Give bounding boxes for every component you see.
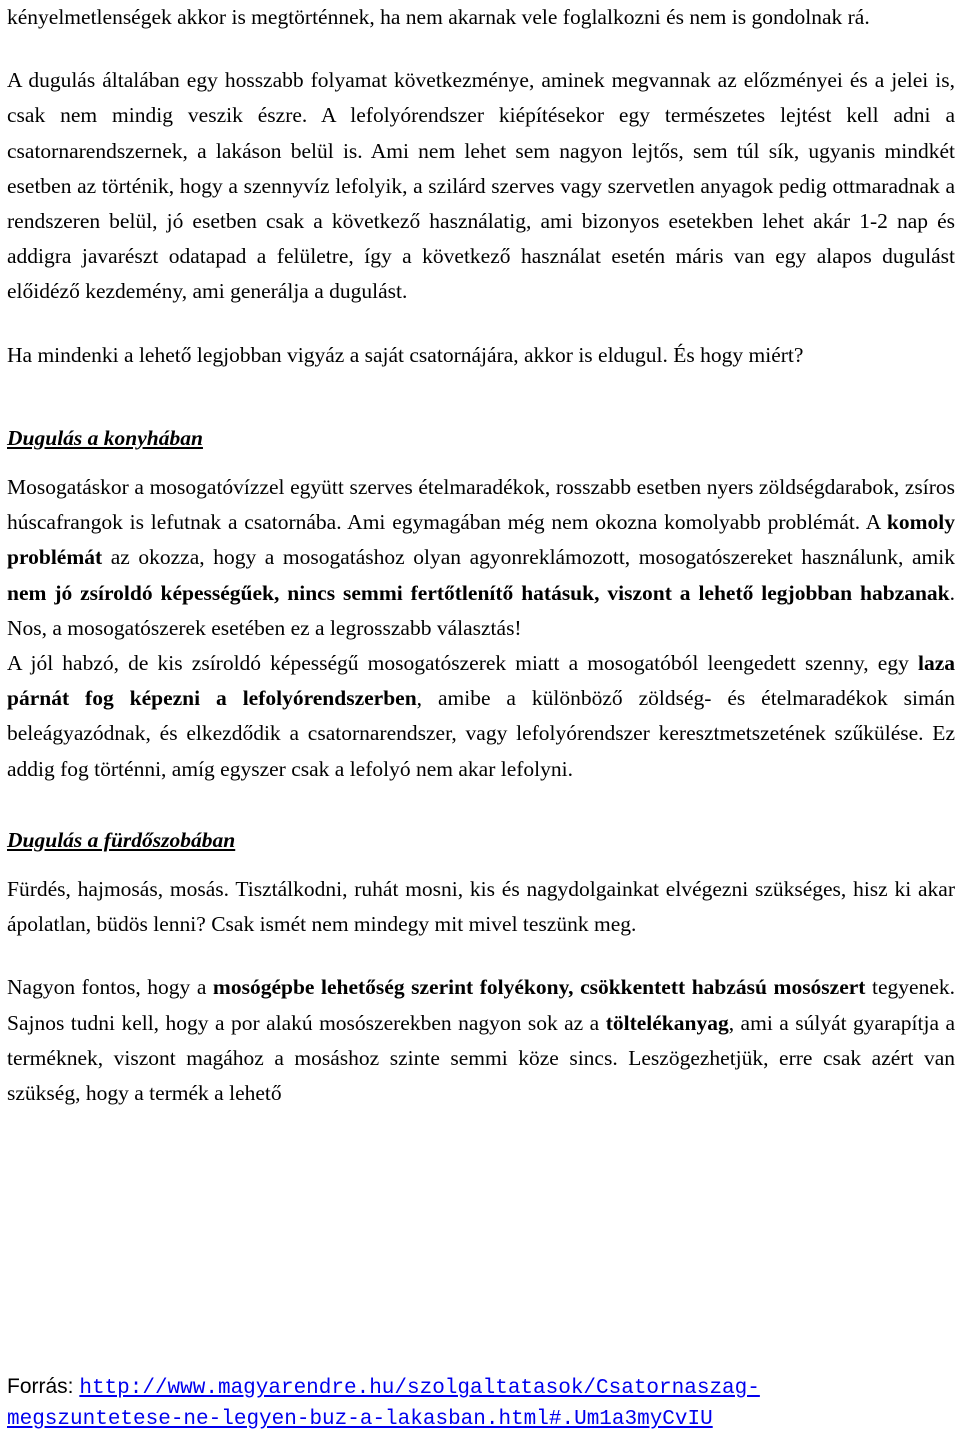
bold-run: laza párnát fog képezni a lefolyórendszerben bbox=[7, 651, 955, 711]
intro-paragraph-1: kényelmetlenségek akkor is megtörténnek, ha nem akarnak vele foglalkozni és nem is gondolnak rá. bbox=[7, 5, 870, 29]
bathroom-paragraph-1: Fürdés, hajmosás, mosás. Tisztálkodni, ruhát mosni, kis és nagydolgainkat elvégezni szükséges, hisz ki akar ápolatlan, büdös lenni? Csak ismét nem mindegy mit mivel teszünk meg. bbox=[7, 877, 955, 937]
intro-paragraph-3: Ha mindenki a lehető legjobban vigyáz a saját csatornájára, akkor is eldugul. És hogy miért? bbox=[7, 342, 804, 367]
bold-run: komoly problémát bbox=[7, 510, 955, 570]
source-link-line-1: http://www.magyarendre.hu/szolgaltatasok/Csatornaszag- bbox=[79, 1377, 760, 1400]
text-run: . Nos, a mosogatószerek esetében ez a legrosszabb választás! bbox=[7, 580, 955, 640]
source-link-line-2: megszuntetese-ne-legyen-buz-a-lakasban.html#.Um1a3myCvIU bbox=[7, 1408, 713, 1431]
bathroom-heading: Dugulás a fürdőszobában bbox=[7, 827, 236, 852]
document-page bbox=[7, 0, 955, 1111]
bold-run: nem jó zsíroldó képességűek, nincs semmi fertőtlenítő hatásuk, viszont a lehető legjobban habzanak bbox=[7, 580, 950, 605]
kitchen-paragraph-1 bbox=[7, 470, 955, 646]
text-run: tegyenek. Sajnos tudni kell, hogy a por alakú mosószerekben nagyon sok az a bbox=[7, 975, 955, 1035]
bathroom-paragraph-2 bbox=[7, 970, 955, 1111]
text-run: , ami a súlyát gyarapítja a terméknek, viszont magához a mosáshoz szinte semmi köze sincs. Leszögezhetjük, erre csak azért van szükség, hogy a termék a lehető bbox=[7, 1010, 955, 1106]
text-run: A jól habzó, de kis zsíroldó képességű mosogatószerek miatt a mosogatóból leengedett szenny, egy bbox=[7, 651, 918, 676]
bold-run: mosógépbe lehetőség szerint folyékony, csökkentett habzású mosószert bbox=[212, 975, 866, 1000]
text-run: Nagyon fontos, hogy a bbox=[7, 975, 213, 1000]
source-label: Forrás: bbox=[7, 1375, 80, 1398]
kitchen-heading: Dugulás a konyhában bbox=[7, 425, 203, 450]
source-citation bbox=[7, 1372, 955, 1434]
text-run: , amibe a különböző zöldség- és ételmaradékok simán beleágyazódnak, és elkezdődik a csatornarendszer, vagy lefolyórendszer keresztmetszetének szűkülése. Ez addig fog történni, amíg egyszer csak a lefolyó nem akar lefolyni. bbox=[7, 686, 955, 781]
source-link[interactable] bbox=[7, 1377, 760, 1431]
intro-paragraph-2: A dugulás általában egy hosszabb folyamat következménye, aminek megvannak az előzményei és a jelei is, csak nem mindig veszik észre. A lefolyórendszer kiépítésekor egy természetes lejtést kell adni a csatornarendszernek, a lakáson belül is. Ami nem lehet sem nagyon lejtős, sem túl sík, ugyanis mindkét esetben az történik, hogy a szennyvíz lefolyik, a szilárd szerves vagy szervetlen anyagok pedig ottmaradnak a rendszeren belül, jó esetben csak a következő használatig, ami bizonyos esetekben lehet akár 1-2 nap és addigra javarészt odatapad a felületre, így a következő használat esetén máris van egy alapos dugulást előidéző kezdemény, ami generálja a dugulást. bbox=[7, 68, 955, 304]
kitchen-paragraph-2 bbox=[7, 646, 955, 787]
bold-run: töltelékanyag bbox=[605, 1010, 729, 1035]
text-run: az okozza, hogy a mosogatáshoz olyan agyonreklámozott, mosogatószereket használunk, amik bbox=[102, 545, 955, 570]
text-run: Mosogatáskor a mosogatóvízzel együtt szerves ételmaradékok, rosszabb esetben nyers zöldségdarabok, zsíros húscafrangok is lefutnak a csatornába. Ami egymagában még nem okozna komolyabb problémát. A bbox=[7, 475, 955, 535]
